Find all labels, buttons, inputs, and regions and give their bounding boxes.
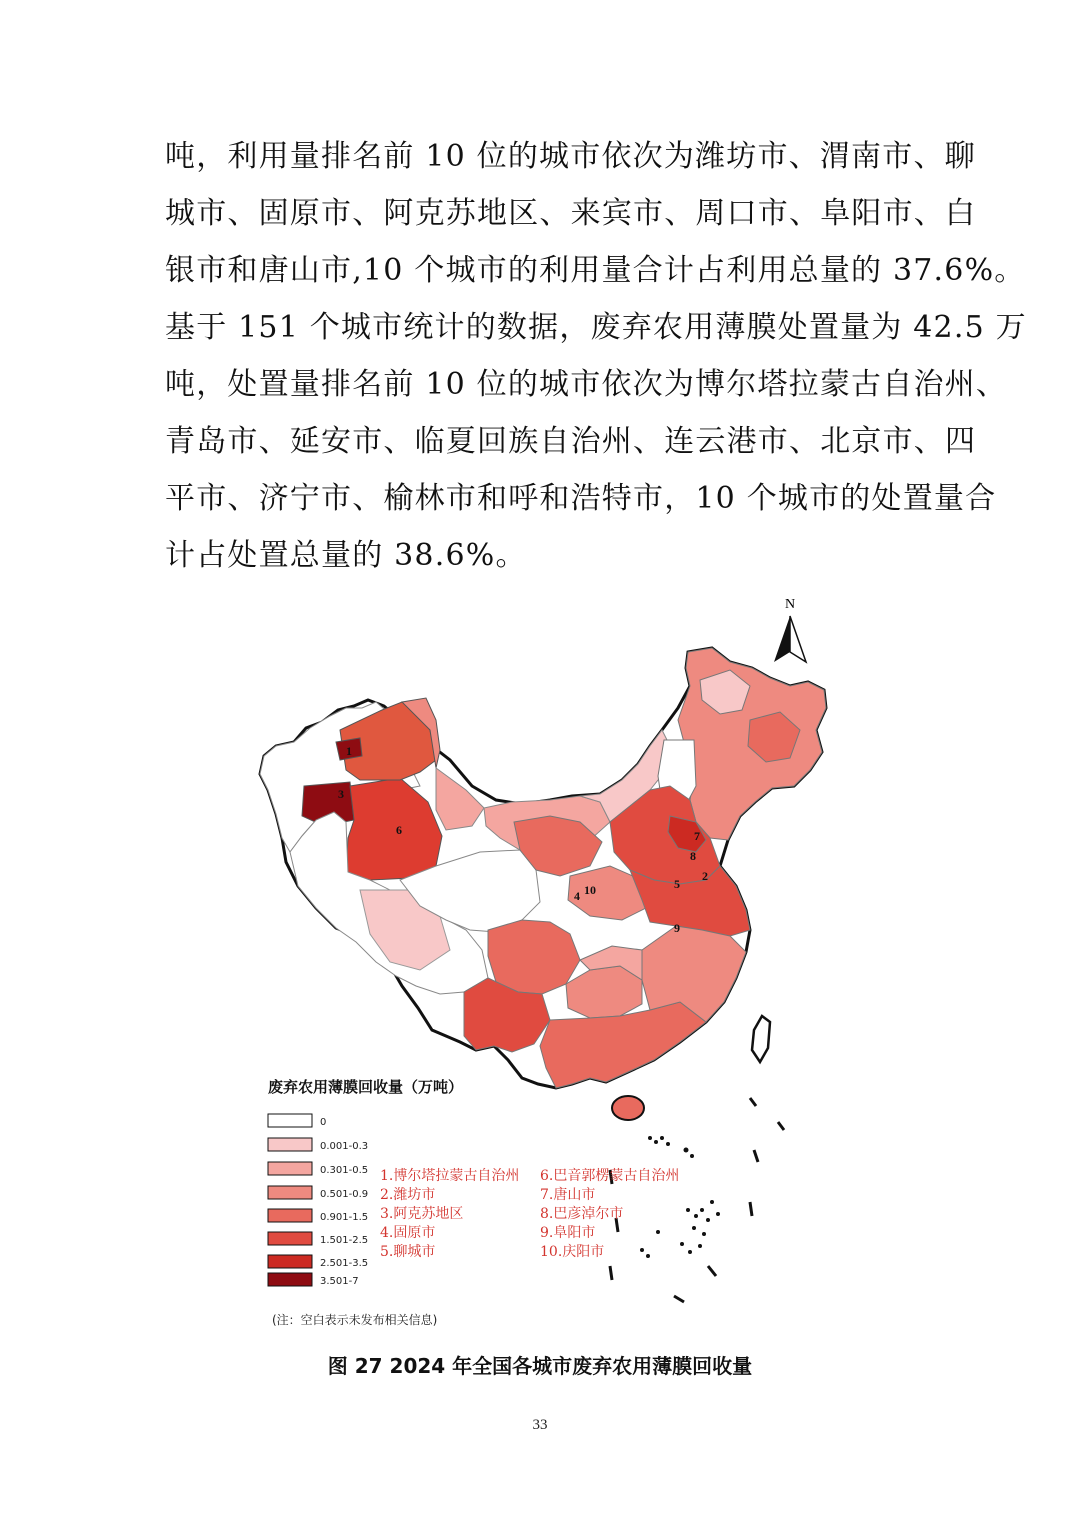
ranking-item: 3.阿克苏地区 [380,1206,464,1222]
page-number: 33 [532,1417,548,1433]
ranking-item: 9.阜阳市 [540,1225,596,1241]
body-paragraph [165,128,1027,584]
legend-swatch [268,1138,312,1151]
ranking-item: 5.聊城市 [380,1244,436,1260]
figure-caption: 图 27 2024 年全国各城市废弃农用薄膜回收量 [327,1354,753,1378]
legend-swatch [268,1114,312,1127]
map-marker: 3 [338,787,344,801]
south-sea-islands [640,1136,720,1258]
legend-label: 0.901-1.5 [320,1212,369,1223]
legend-swatch [268,1255,312,1268]
map-marker: 2 [702,869,708,883]
paragraph-line: 银市和唐山市,10 个城市的利用量合计占利用总量的 37.6%。 [165,253,1026,288]
ranking-item: 2.潍坊市 [380,1187,436,1203]
north-label: N [784,597,796,612]
map-marker: 5 [674,877,680,891]
north-arrow-icon [774,616,790,662]
region-southeast [642,926,746,1022]
legend-label: 2.501-3.5 [320,1258,369,1269]
map-note: (注：空白表示未发布相关信息) [272,1313,438,1327]
paragraph-line: 城市、固原市、阿克苏地区、来宾市、周口市、阜阳市、白 [165,196,977,231]
legend-swatch [268,1186,312,1199]
paragraph-line: 基于 151 个城市统计的数据，废弃农用薄膜处置量为 42.5 万 [165,310,1027,345]
map-marker: 7 [694,829,700,843]
north-arrow-icon-half [790,616,806,662]
china-map [250,590,840,1327]
legend-title: 废弃农用薄膜回收量（万吨） [268,1078,464,1096]
ranking-item: 8.巴彦淖尔市 [540,1206,624,1222]
legend-label: 3.501-7 [320,1276,359,1287]
legend-label: 0.001-0.3 [320,1141,369,1152]
region-hainan [612,1096,644,1120]
legend-swatch [268,1162,312,1175]
legend-label: 0 [320,1117,327,1128]
map-marker: 8 [690,849,696,863]
paragraph-line: 平市、济宁市、榆林市和呼和浩特市，10 个城市的处置量合 [165,481,997,516]
region-taiwan [752,1016,770,1062]
map-marker: 6 [396,823,402,837]
legend-label: 0.501-0.9 [320,1189,369,1200]
legend [268,1114,368,1287]
ranking-item: 4.固原市 [380,1225,436,1241]
legend-swatch [268,1273,312,1286]
legend-label: 1.501-2.5 [320,1235,369,1246]
legend-swatch [268,1232,312,1245]
legend-label: 0.301-0.5 [320,1165,369,1176]
ranking-item: 10.庆阳市 [540,1244,605,1260]
map-marker: 4 [574,889,580,903]
map-marker: 10 [584,883,596,897]
map-marker: 9 [674,921,680,935]
paragraph-line: 计占处置总量的 38.6%。 [165,538,527,573]
paragraph-line: 吨，处置量排名前 10 位的城市依次为博尔塔拉蒙古自治州、 [165,367,1008,402]
ranking-item: 7.唐山市 [540,1187,596,1203]
paragraph-line: 青岛市、延安市、临夏回族自治州、连云港市、北京市、四 [165,424,977,459]
ranking-list [380,1167,679,1260]
nine-dash-line [610,1098,784,1302]
paragraph-line: 吨，利用量排名前 10 位的城市依次为潍坊市、渭南市、聊 [165,139,976,174]
china-map-figure [250,590,840,1327]
map-marker: 1 [346,744,352,758]
ranking-item: 6.巴音郭楞蒙古自治州 [540,1168,680,1184]
ranking-item: 1.博尔塔拉蒙古自治州 [380,1168,520,1184]
legend-swatch [268,1209,312,1222]
